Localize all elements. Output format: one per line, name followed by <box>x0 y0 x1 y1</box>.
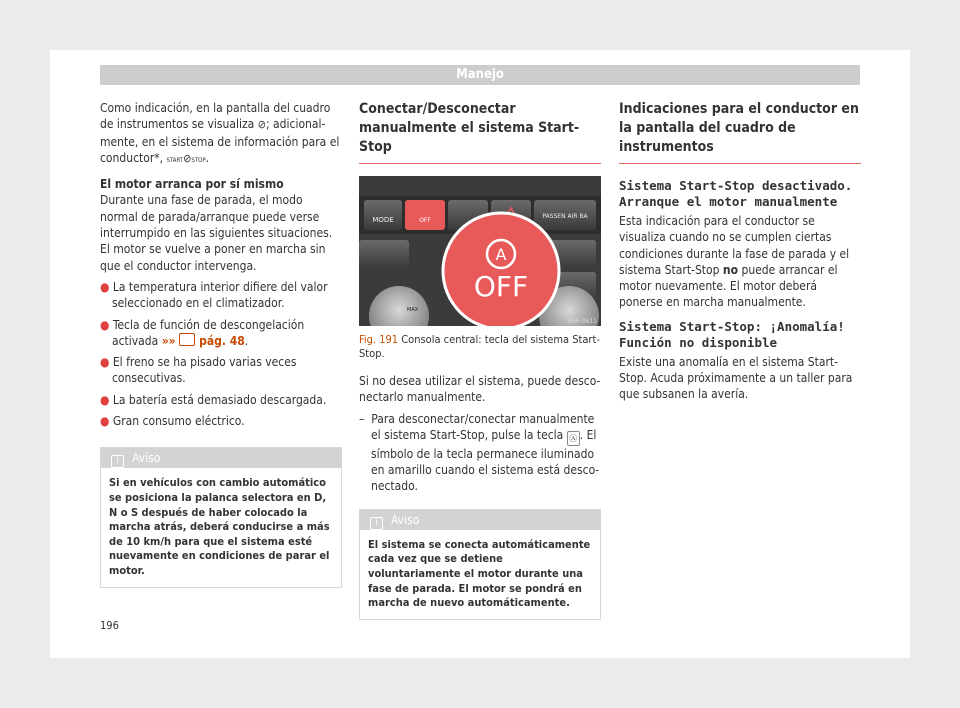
figure-code: B5F-0611 <box>568 318 597 325</box>
list-item: ● El freno se ha pisado varias veces consecutivas. <box>100 355 297 386</box>
list-item: ● La batería está demasiado descargada. <box>100 392 327 407</box>
notice-header: i Aviso <box>360 510 600 530</box>
notice-header: i Aviso <box>101 448 341 468</box>
section-heading: Conectar/Desconectar manualmente el sistema Start-Stop <box>359 100 601 164</box>
book-icon <box>179 333 195 346</box>
page-reference-link[interactable]: »» pág. 48 <box>161 333 245 348</box>
mode-button <box>364 200 402 230</box>
paragraph: Si no desea utilizar el sistema, puede desconectarlo manualmente. <box>359 374 601 405</box>
list-item: ● Gran consumo eléctrico. <box>100 414 245 429</box>
paragraph: Existe una anomalía en el sistema Start-Stop. Acuda próximamente a un taller para que subsanen la avería. <box>619 354 853 402</box>
start-stop-crossed-icon: ⊘ <box>183 151 192 165</box>
off-big-label: OFF <box>473 270 529 303</box>
svg-text:MAX: MAX <box>407 307 419 313</box>
figure-console-photo <box>359 176 601 326</box>
column-left <box>100 100 342 588</box>
start-stop-crossed-icon: ⊘ <box>257 118 266 132</box>
section-header: Manejo <box>100 65 860 85</box>
list-item: ● Tecla de función de descongelación activada »» pág. 48. <box>100 317 305 348</box>
bullet-icon: ● <box>100 317 113 332</box>
section-heading: Indicaciones para el conductor en la pantalla del cuadro de instrumentos <box>619 100 861 164</box>
svg-text:A: A <box>495 245 507 264</box>
message-title: Sistema Start-Stop desactivado. Arranque el motor manualmente <box>619 178 853 209</box>
page-number: 196 <box>100 619 119 632</box>
info-icon: i <box>370 517 383 530</box>
instruction-step: – Para desconectar/conectar manualmente el sistema Start-Stop, pulse la tecla Ⓐ . El símbolo de la tecla permanece iluminado en amarillo cuando el sistema está desconectado. <box>359 411 600 494</box>
paragraph: Durante una fase de parada, el modo normal de parada/arranque puede verse interrumpido en las siguientes situaciones. El motor se vuelve a poner en marcha sin que el conductor intervenga. <box>100 193 333 273</box>
notice-text: El sistema se conecta automáticamente cada vez que se detiene voluntariamente el motor durante una fase de parada. El motor se pondrá en marcha de nuevo automáticamente. <box>368 537 591 610</box>
message-title: Sistema Start-Stop: ¡Anomalía! Función no disponible <box>619 318 845 350</box>
column-middle <box>359 100 601 620</box>
start-stop-key-icon: Ⓐ <box>567 431 580 446</box>
column-right <box>619 100 861 403</box>
notice-box <box>100 447 342 587</box>
bullet-icon: ● <box>100 414 113 429</box>
notice-text: Si en vehículos con cambio automático se posiciona la palanca selectora en D, N o S después de haber colocado la marcha atrás, deberá conducirse a más de 10 km/h para que el sistema esté nuevamente en condiciones de parar el motor. <box>109 476 330 577</box>
bullet-icon: ● <box>100 355 113 370</box>
off-small-label: OFF <box>419 217 431 224</box>
subheading: El motor arranca por sí mismo <box>100 177 284 192</box>
list-item: ● La temperatura interior difiere del valor seleccionado en el climatizador. <box>100 279 328 311</box>
paragraph: Esta indicación para el conductor se visualiza cuando no se cumplen ciertas condiciones durante la fase de parada y el sistema Start-Stop no puede arrancar el motor nuevamente. El motor deberá ponerse en marcha manualmente. <box>619 214 850 310</box>
figure-caption: Fig. 191 Consola central: tecla del sistema Start-Stop. <box>359 333 600 360</box>
start-stop-button <box>405 200 445 230</box>
bullet-icon: ● <box>100 279 113 294</box>
mode-label: MODE <box>372 216 394 224</box>
notice-box <box>359 509 601 620</box>
intro-paragraph: Como indicación, en la pantalla del cuadro de instrumentos se visualiza ⊘; adicionalmente, en el sistema de información para el conductor*, START⊘STOP. <box>100 101 340 165</box>
info-icon: i <box>111 455 124 468</box>
passenger-label: PASSEN AIR BA <box>542 213 588 220</box>
console-illustration <box>359 176 601 326</box>
bullet-icon: ● <box>100 392 113 407</box>
